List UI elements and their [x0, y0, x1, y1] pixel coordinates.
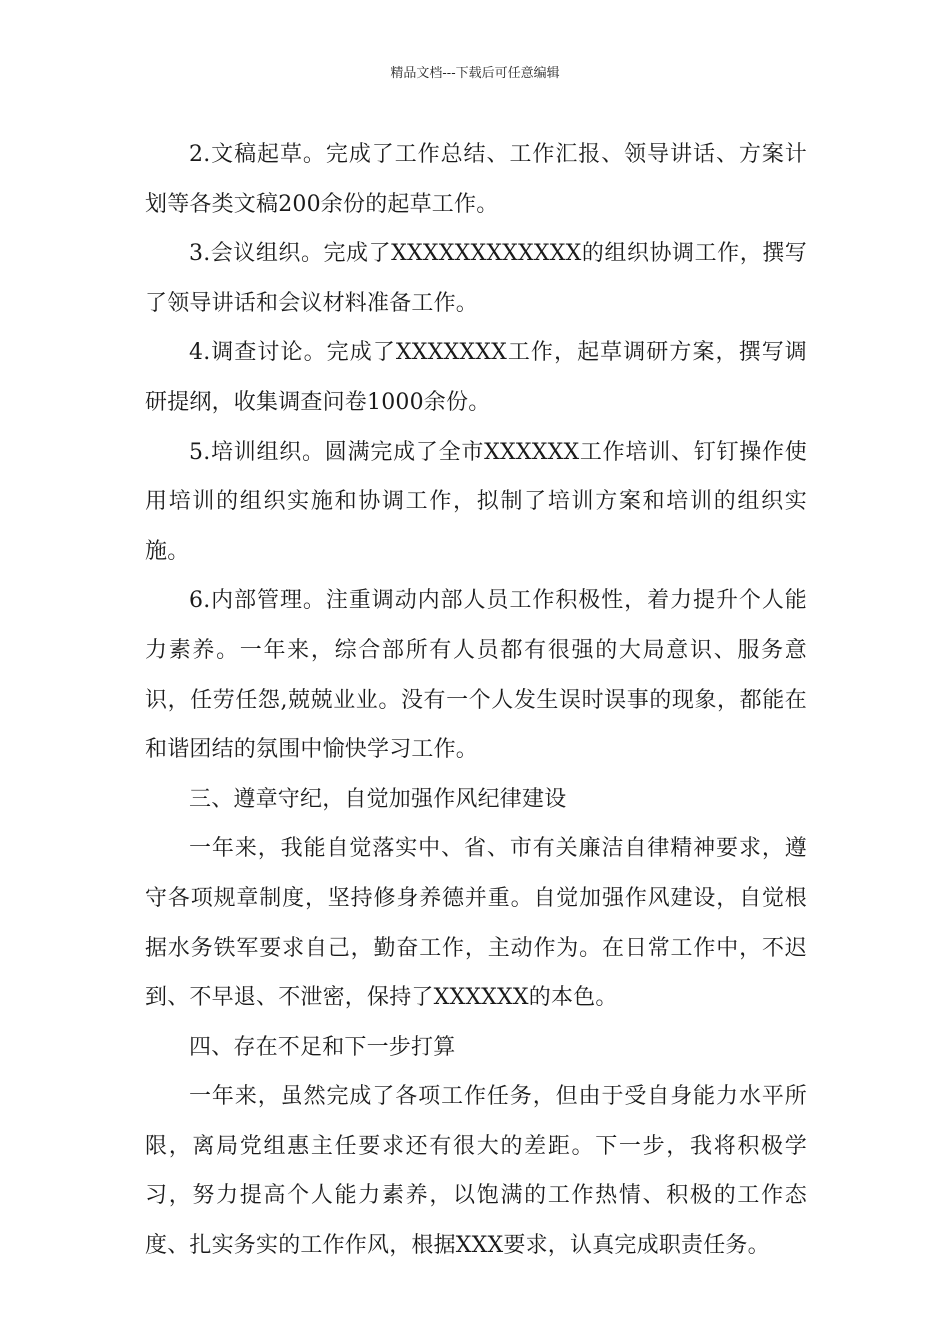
document-body	[145, 130, 807, 1271]
paragraph-discipline: 一年来，我能自觉落实中、省、市有关廉洁自律精神要求，遵守各项规章制度，坚持修身养德并重。自觉加强作风建设，自觉根据水务铁军要求自己，勤奋工作，主动作为。在日常工作中，不迟到、不早退、不泄密，保持了XXXXXX的本色。	[145, 836, 807, 1011]
paragraph-meeting: 3.会议组织。完成了XXXXXXXXXXXX的组织协调工作，撰写了领导讲话和会议材料准备工作。	[145, 241, 807, 316]
section-heading-discipline: 三、遵章守纪，自觉加强作风纪律建设	[189, 786, 567, 812]
paragraph-survey: 4.调查讨论。完成了XXXXXXX工作，起草调研方案，撰写调研提纲，收集调查问卷1000余份。	[145, 340, 807, 415]
paragraph-shortcomings: 一年来，虽然完成了各项工作任务，但由于受自身能力水平所限，离局党组惠主任要求还有很大的差距。下一步，我将积极学习，努力提高个人能力素养，以饱满的工作热情、积极的工作态度、扎实务实的工作作风，根据XXX要求，认真完成职责任务。	[145, 1084, 807, 1259]
section-heading-shortcomings: 四、存在不足和下一步打算	[189, 1034, 456, 1060]
paragraph-internal-management: 6.内部管理。注重调动内部人员工作积极性，着力提升个人能力素养。一年来，综合部所有人员都有很强的大局意识、服务意识，任劳任怨,兢兢业业。没有一个人发生误时误事的现象，都能在和谐团结的氛围中愉快学习工作。	[145, 588, 807, 763]
page-header: 精品文档---下载后可任意编辑	[390, 66, 560, 81]
paragraph-training: 5.培训组织。圆满完成了全市XXXXXX工作培训、钉钉操作使用培训的组织实施和协调工作，拟制了培训方案和培训的组织实施。	[145, 439, 807, 564]
paragraph-drafting: 2.文稿起草。完成了工作总结、工作汇报、领导讲话、方案计划等各类文稿200余份的起草工作。	[145, 142, 807, 217]
